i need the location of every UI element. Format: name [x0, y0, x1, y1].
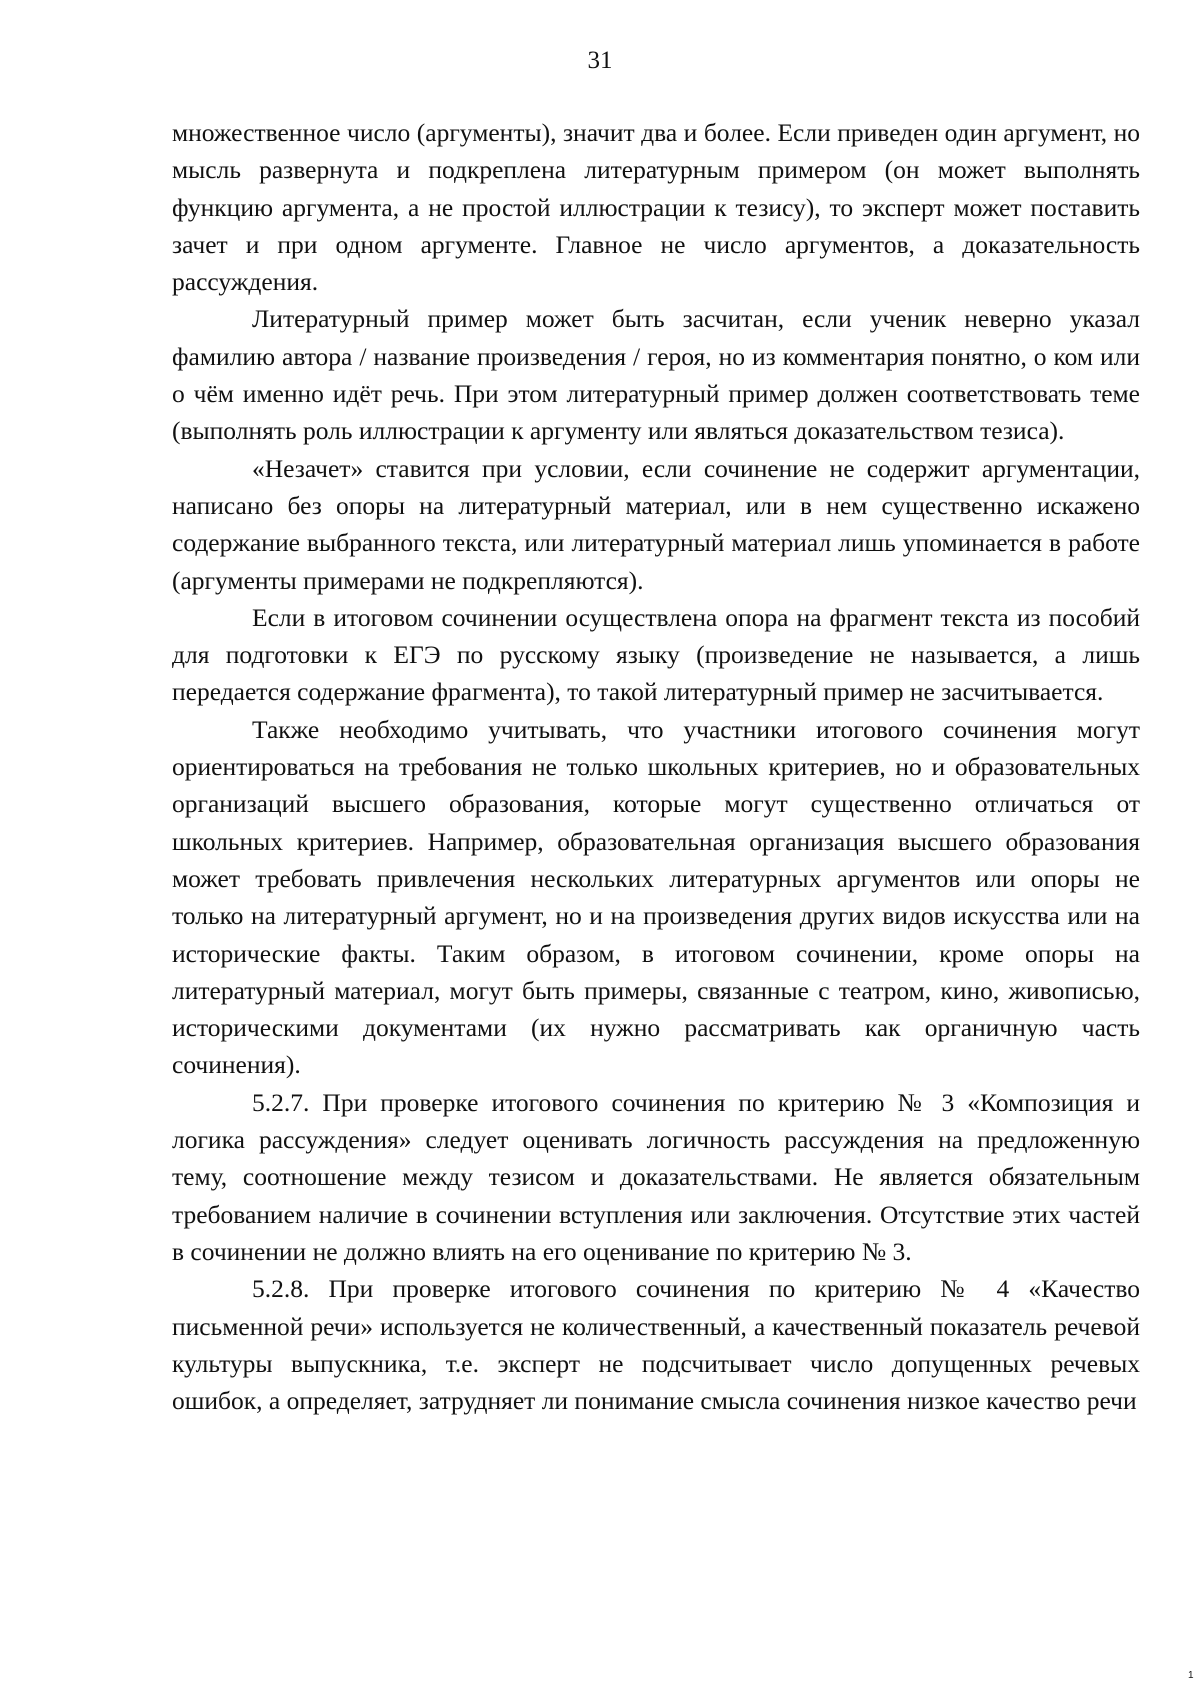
paragraph-7: 5.2.8. При проверке итогового сочинения по критерию № 4 «Качество письменной речи» используется не количественный, а качественный показатель речевой культуры выпускника, т.е. эксперт не подсчитывает число допущенных речевых ошибок, а определяет, затрудняет ли понимание смысла сочинения низкое качество речи	[172, 1274, 1140, 1416]
paragraph-4: Если в итоговом сочинении осуществлена опора на фрагмент текста из пособий для подготовки к ЕГЭ по русскому языку (произведение не называется, а лишь передается содержание фрагмента), то такой литературный пример не засчитывается.	[172, 602, 1140, 707]
paragraph-3: «Незачет» ставится при условии, если сочинение не содержит аргументации, написано без опоры на литературный материал, или в нем существенно искажено содержание выбранного текста, или литературный материал лишь упоминается в работе (аргументы примерами не подкрепляются).	[172, 453, 1140, 595]
paragraph-6: 5.2.7. При проверке итогового сочинения по критерию № 3 «Композиция и логика рассуждения» следует оценивать логичность рассуждения на предложенную тему, соотношение между тезисом и доказательствами. Не является обязательным требованием наличие в сочинении вступления или заключения. Отсутствие этих частей в сочинении не должно влиять на его оценивание по критерию № 3.	[172, 1087, 1140, 1266]
document-body	[172, 114, 1140, 1419]
paragraph-2: Литературный пример может быть засчитан, если ученик неверно указал фамилию автора / название произведения / героя, но из комментария понятно, о ком или о чём именно идёт речь. При этом литературный пример должен соответствовать теме (выполнять роль иллюстрации к аргументу или являться доказательством тезиса).	[172, 304, 1140, 446]
paragraph-1: множественное число (аргументы), значит два и более. Если приведен один аргумент, но мысль развернута и подкреплена литературным примером (он может выполнять функцию аргумента, а не простой иллюстрации к тезису), то эксперт может поставить зачет и при одном аргументе. Главное не число аргументов, а доказательность рассуждения.	[172, 118, 1140, 297]
paragraph-5: Также необходимо учитывать, что участники итогового сочинения могут ориентироваться на требования не только школьных критериев, но и образовательных организаций высшего образования, которые могут существенно отличаться от школьных критериев. Например, образовательная организация высшего образования может требовать привлечения нескольких литературных аргументов или опоры не только на литературный аргумент, но и на произведения других видов искусства или на исторические факты. Таким образом, в итоговом сочинении, кроме опоры на литературный материал, могут быть примеры, связанные с театром, кино, живописью, историческими документами (их нужно рассматривать как органичную часть сочинения).	[172, 714, 1140, 1080]
page-number: 31	[587, 47, 613, 74]
margin-mark: 1	[1188, 1670, 1194, 1681]
